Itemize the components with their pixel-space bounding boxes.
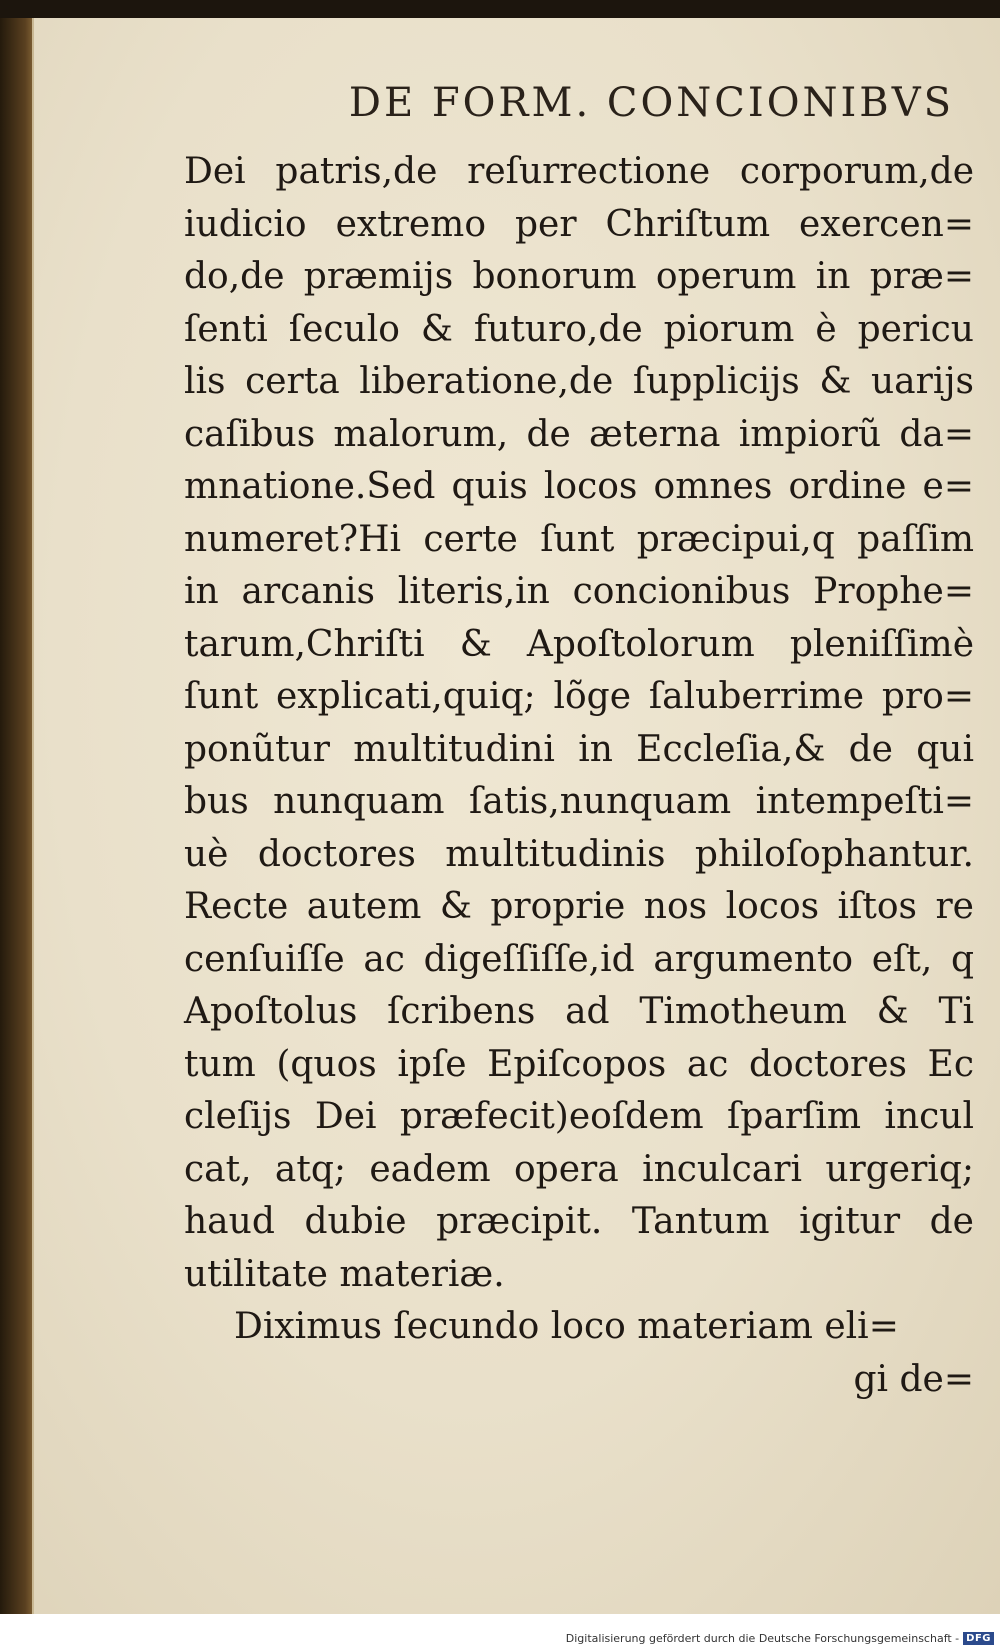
text-line: do,de præmijs bonorum operum in præ=: [184, 256, 974, 297]
catchword: gi de=: [853, 1358, 974, 1400]
page-body-text: [184, 146, 974, 1406]
text-line: lis certa liberatione,de ſupplicijs & uarijs: [184, 361, 974, 402]
text-line: iudicio extremo per Chriſtum exercen=: [184, 203, 974, 245]
text-line: caſibus malorum, de æterna impiorũ da=: [184, 413, 974, 455]
text-line: mnatione.Sed quis locos omnes ordine e=: [184, 466, 974, 507]
text-line: uè doctores multitudinis philoſophantur.: [184, 833, 974, 875]
text-line: utilitate materiæ.: [184, 1253, 505, 1295]
text-line: cleſijs Dei præfecit)eoſdem ſparſim incul: [184, 1096, 974, 1137]
text-line: Apoſtolus ſcribens ad Timotheum & Ti: [184, 991, 974, 1032]
text-line: ponũtur multitudini in Eccleſia,& de qui: [184, 728, 974, 770]
digitization-footer: [0, 1614, 1000, 1649]
text-line: tarum,Chriſti & Apoſtolorum pleniſſimè: [184, 623, 974, 665]
text-line: cenſuiſſe ac digeſſiſſe,id argumento eſt, q: [184, 938, 974, 980]
text-line: in arcanis literis,in concionibus Prophe=: [184, 571, 974, 612]
credit-text: Digitalisierung gefördert durch die Deutsche Forschungsgemeinschaft -: [565, 1632, 960, 1645]
text-line: cat, atq; eadem opera inculcari urgeriq;: [184, 1148, 974, 1190]
book-page: [32, 18, 1000, 1614]
running-head: DE FORM. CONCIONIBVS: [348, 80, 954, 126]
text-line: Recte autem & proprie nos locos iſtos re: [184, 886, 974, 927]
text-line: Dei patris,de reſurrectione corporum,de: [184, 151, 974, 192]
scan-top-border: [0, 0, 1000, 18]
text-line: ſenti ſeculo & futuro,de piorum è pericu: [184, 308, 974, 350]
text-line: tum (quos ipſe Epiſcopos ac doctores Ec: [184, 1043, 974, 1085]
text-line: ſunt explicati,quiq; lõge ſaluberrime pro=: [184, 676, 974, 717]
funding-credit: [566, 1632, 994, 1645]
text-line: Diximus ſecundo loco materiam eli=: [234, 1306, 899, 1347]
text-line: numeret?Hi certe ſunt præcipui,q paſſim: [184, 518, 974, 560]
text-line: haud dubie præcipit. Tantum igitur de: [184, 1201, 974, 1242]
book-spine-edge: [0, 18, 36, 1618]
dfg-logo-icon: DFG: [963, 1632, 994, 1645]
text-line: bus nunquam ſatis,nunquam intempeſti=: [184, 781, 974, 822]
